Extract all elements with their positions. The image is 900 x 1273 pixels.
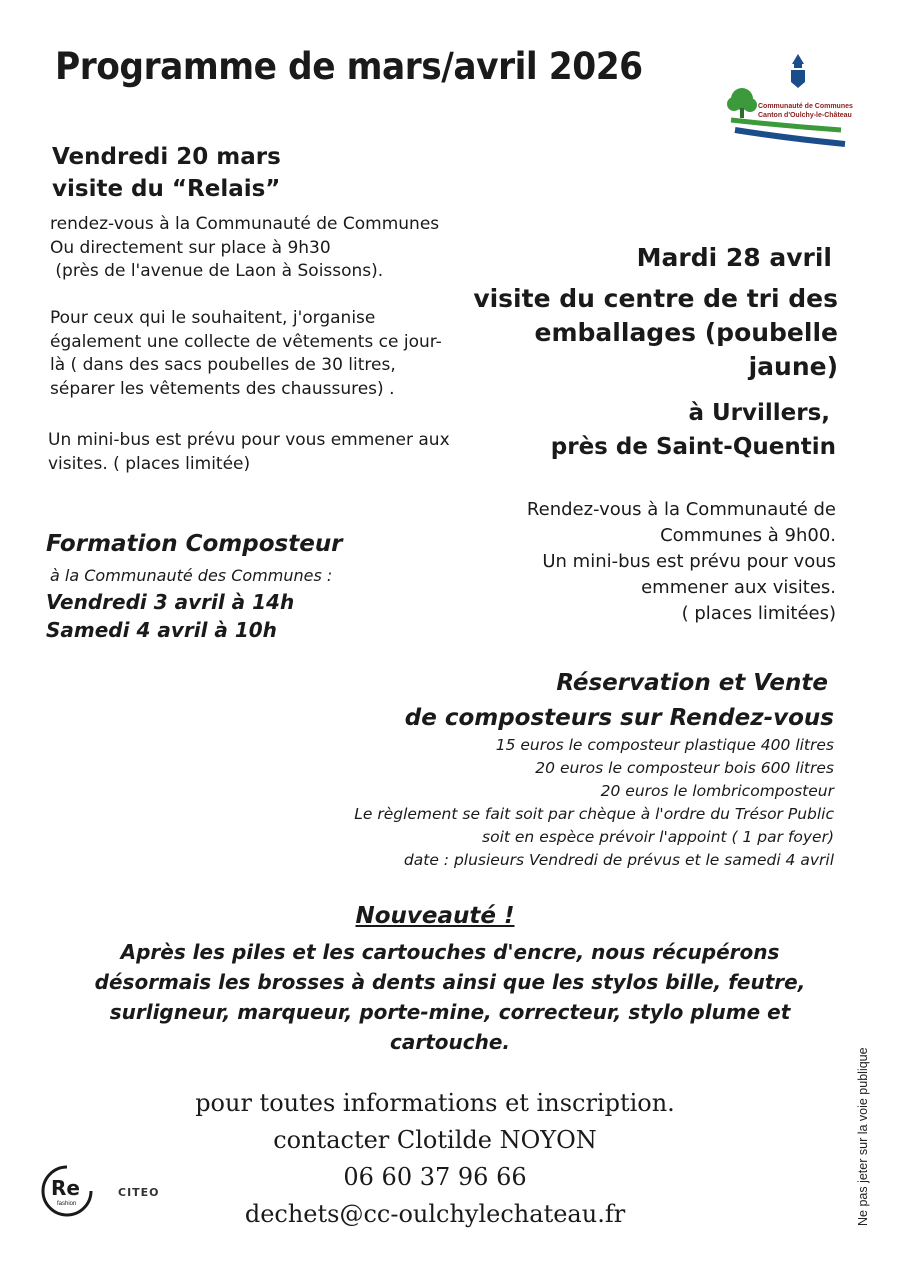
tri-title-line: jaune) — [748, 352, 838, 381]
contact-info-line: pour toutes informations et inscription. — [195, 1089, 675, 1117]
nouveaute-line: Après les piles et les cartouches d'encre, nous récupérons — [120, 940, 780, 964]
reservation-title-line: de composteurs sur Rendez-vous — [404, 705, 834, 731]
logo-org-line2: Canton d'Oulchy-le-Château — [758, 112, 852, 119]
tri-info-line: ( places limitées) — [681, 603, 836, 624]
collect-line: également une collecte de vêtements ce jour- — [50, 331, 442, 352]
reservation-line: Le règlement se fait soit par chèque à l'ordre du Trésor Public — [354, 805, 834, 823]
reservation-title — [405, 666, 834, 736]
tri-title-line: visite du centre de tri des — [473, 284, 838, 313]
citeo-logo: CITEO — [118, 1186, 160, 1199]
tri-info — [527, 497, 836, 627]
nouveaute-text — [60, 937, 840, 1057]
formation-sessions — [46, 588, 294, 644]
relais-bus-text — [48, 429, 478, 476]
tri-info-line: Communes à 9h00. — [660, 525, 836, 546]
collect-line: séparer les vêtements des chaussures) . — [50, 378, 395, 399]
relais-rdv-text — [50, 213, 480, 284]
relais-line: (près de l'avenue de Laon à Soissons). — [50, 261, 384, 281]
tri-place-line: à Urvillers, — [688, 400, 830, 426]
relais-collect-text — [50, 307, 480, 401]
relais-subtitle: visite du “Relais” — [52, 176, 281, 202]
contact-email[interactable]: dechets@cc-oulchylechateau.fr — [244, 1200, 626, 1228]
nouveaute-line: surligneur, marqueur, porte-mine, correcteur, stylo plume et — [109, 1000, 791, 1024]
relais-date: Vendredi 20 mars — [52, 144, 281, 170]
tri-info-line: Rendez-vous à la Communauté de — [526, 499, 836, 520]
relais-line: rendez-vous à la Communauté de Communes — [50, 214, 440, 234]
tri-info-line: emmener aux visites. — [641, 577, 836, 598]
tri-place-line: près de Saint-Quentin — [550, 434, 836, 460]
collect-line: là ( dans des sacs poubelles de 30 litres, — [50, 355, 396, 375]
bus-line: visites. ( places limitée) — [48, 453, 251, 474]
reservation-details — [354, 734, 834, 872]
nouveaute-line: cartouche. — [389, 1030, 510, 1054]
reservation-line: 20 euros le lombricomposteur — [600, 782, 834, 800]
community-logo-icon — [725, 52, 853, 150]
bus-line: Un mini-bus est prévu pour vous emmener aux — [48, 430, 450, 450]
refashion-mark: Re — [51, 1176, 80, 1200]
page-title: Programme de mars/avril 2026 — [55, 45, 643, 88]
formation-session: Vendredi 3 avril à 14h — [46, 590, 295, 614]
formation-session: Samedi 4 avril à 10h — [46, 618, 277, 642]
reservation-line: 20 euros le composteur bois 600 litres — [535, 759, 834, 777]
refashion-sub: fashion — [57, 1201, 77, 1207]
vertical-note: Ne pas jeter sur la voie publique — [856, 1047, 870, 1226]
tri-info-line: Un mini-bus est prévu pour vous — [542, 551, 836, 572]
relais-line: Ou directement sur place à 9h30 — [50, 237, 331, 258]
nouveaute-title: Nouveauté ! — [355, 903, 515, 929]
formation-title: Formation Composteur — [46, 531, 343, 557]
reservation-line: date : plusieurs Vendredi de prévus et le samedi 4 avril — [403, 851, 834, 869]
nouveaute-line: désormais les brosses à dents ainsi que les stylos bille, feutre, — [94, 970, 806, 994]
formation-location: à la Communauté des Communes : — [50, 566, 333, 585]
tri-title — [473, 282, 838, 384]
tri-date: Mardi 28 avril — [636, 243, 832, 272]
contact-phone[interactable]: 06 60 37 96 66 — [343, 1163, 527, 1191]
reservation-line: 15 euros le composteur plastique 400 litres — [495, 736, 834, 754]
tri-title-line: emballages (poubelle — [534, 318, 838, 347]
logo-org-line1: Communauté de Communes — [758, 103, 853, 110]
community-logo — [725, 52, 853, 150]
collect-line: Pour ceux qui le souhaitent, j'organise — [50, 308, 376, 328]
contact-name: contacter Clotilde NOYON — [273, 1126, 597, 1154]
contact-block — [150, 1085, 720, 1233]
reservation-line: soit en espèce prévoir l'appoint ( 1 par foyer) — [482, 828, 834, 846]
tri-place — [551, 396, 836, 464]
refashion-logo — [40, 1164, 94, 1218]
reservation-title-line: Réservation et Vente — [556, 670, 828, 696]
